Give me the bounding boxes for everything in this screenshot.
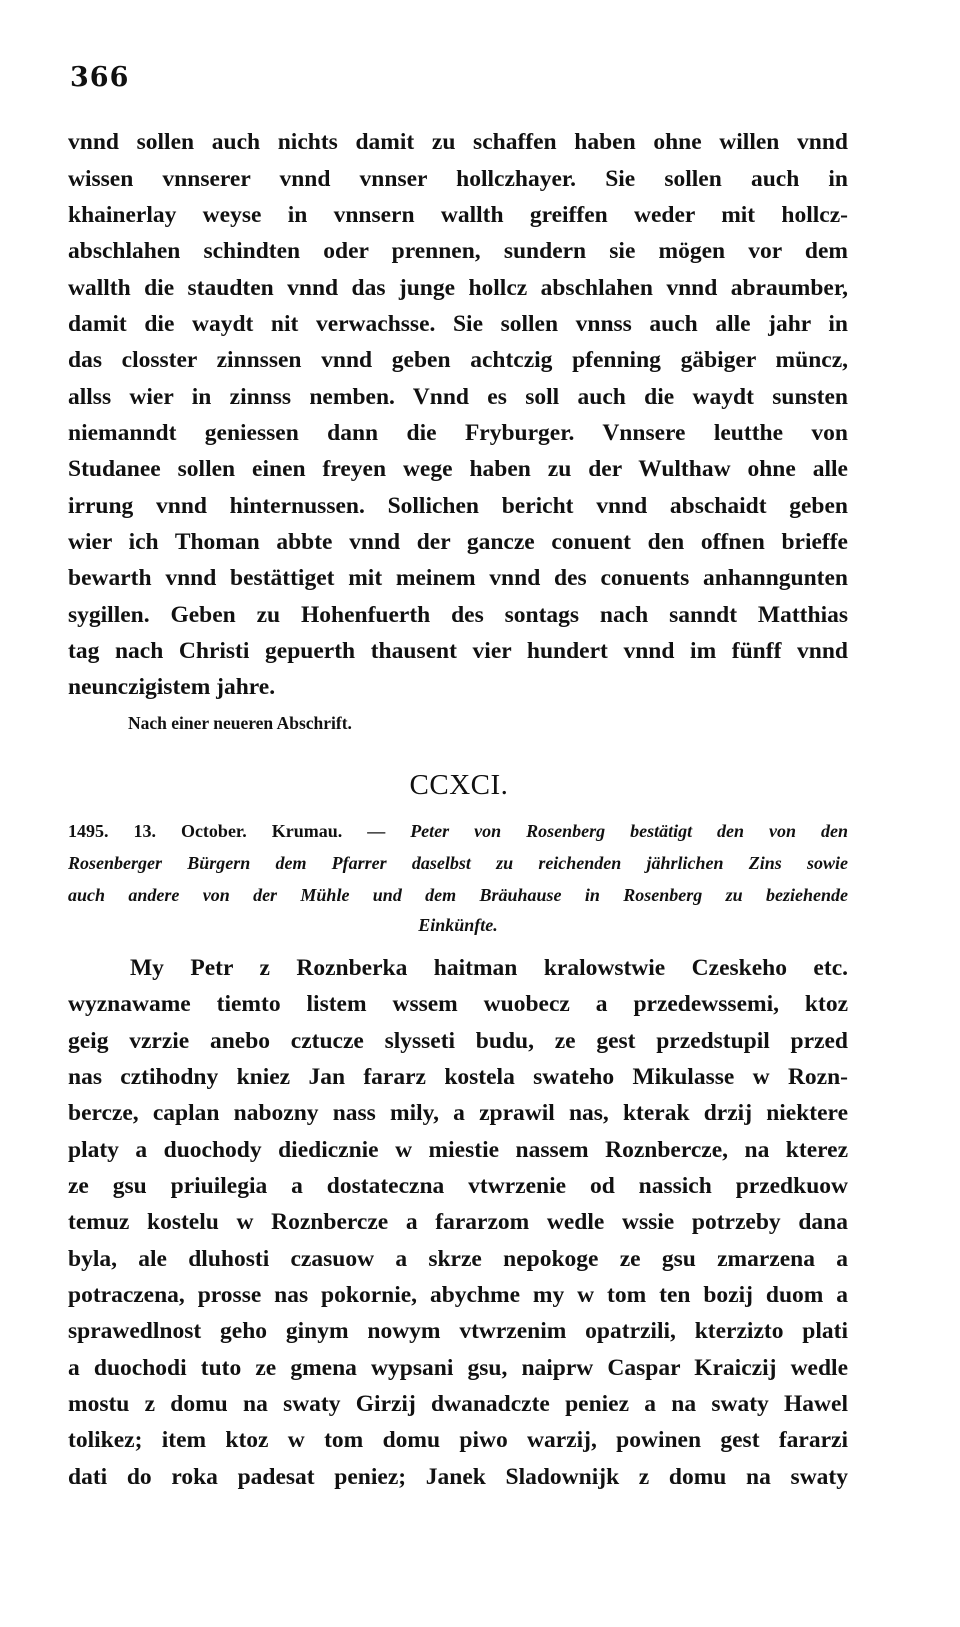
text-line: wissen vnnserer vnnd vnnser hollczhayer. Sie sollen auch in — [68, 166, 848, 192]
text-line: bercze, caplan nabozny nass mily, a zprawil nas, kterak drzij niektere — [68, 1100, 848, 1126]
text-line: wier ich Thoman abbte vnnd der gancze conuent den offnen brieffe — [68, 529, 848, 555]
text-line: allss wier in zinnss nemben. Vnnd es soll auch die waydt sunsten — [68, 384, 848, 410]
text-line: damit die waydt nit verwachsse. Sie sollen vnnss auch alle jahr in — [68, 311, 848, 337]
text-line: potraczena, prosse nas pokornie, abychme my w tom ten bozij duom a — [68, 1282, 848, 1308]
text-line: tolikez; item ktoz w tom domu piwo warzij, powinen gest fararzi — [68, 1427, 848, 1453]
text-line: My Petr z Roznberka haitman kralowstwie Czeskeho etc. — [130, 955, 848, 981]
text-line: neunczigistem jahre. — [68, 674, 276, 700]
text-line: mostu z domu na swaty Girzij dwanadczte peniez a na swaty Hawel — [68, 1391, 848, 1417]
text-line: vnnd sollen auch nichts damit zu schaffen haben ohne willen vnnd — [68, 129, 848, 155]
text-line: platy a duochody diedicznie w miestie nassem Roznbercze, na kterez — [68, 1137, 848, 1163]
document-number: CCXCI. — [409, 769, 509, 801]
source-note: Nach einer neueren Abschrift. — [128, 713, 352, 733]
text-line: sprawedlnost geho ginym nowym vtwrzenim opatrzili, kterzizto plati — [68, 1318, 848, 1344]
text-line: ze gsu priuilegia a dostateczna vtwrzenie od nassich przedkuow — [68, 1173, 848, 1199]
text-line: wyznawame tiemto listem wssem wuobecz a przedewssemi, ktoz — [68, 991, 848, 1017]
text-line: temuz kostelu w Roznbercze a fararzom wedle wssie potrzeby dana — [68, 1209, 848, 1235]
text-line: bewarth vnnd bestättiget mit meinem vnnd des conuents anhanngunten — [68, 565, 848, 591]
regest-line — [68, 815, 848, 847]
text-line: nas cztihodny kniez Jan fararz kostela swateho Mikulasse w Rozn- — [68, 1064, 848, 1090]
text-line: wallth die staudten vnnd das junge hollcz abschlahen vnnd abraumber, — [68, 275, 848, 301]
text-line: tag nach Christi gepuerth thausent vier hundert vnnd im fünff vnnd — [68, 638, 848, 664]
text-line: byla, ale dluhosti czasuow a skrze nepokoge ze gsu zmarzena a — [68, 1246, 848, 1272]
page-number: 366 — [70, 62, 130, 93]
regest-line: Rosenberger Bürgern dem Pfarrer daselbst zu reichenden jährlichen Zins sowie — [68, 853, 848, 873]
text-line: abschlahen schindten oder prennen, sundern sie mögen vor dem — [68, 238, 848, 264]
text-line: dati do roka padesat peniez; Janek Sladownijk z domu na swaty — [68, 1464, 848, 1490]
regest-date-place: 1495. 13. October. Krumau. — — [68, 821, 411, 841]
text-line: irrung vnnd hinternussen. Sollichen bericht vnnd abschaidt geben — [68, 493, 848, 519]
text-line: das closster zinnssen vnnd geben achtczig pfenning gäbiger müncz, — [68, 347, 848, 373]
text-line: a duochodi tuto ze gmena wypsani gsu, naiprw Caspar Kraiczij wedle — [68, 1355, 848, 1381]
text-line: geig vzrzie anebo cztucze slysseti budu, ze gest przedstupil przed — [68, 1028, 848, 1054]
text-line: sygillen. Geben zu Hohenfuerth des sontags nach sanndt Matthias — [68, 602, 848, 628]
text-line: niemanndt geniessen dann die Fryburger. Vnnsere leutthe von — [68, 420, 848, 446]
regest-line: Einkünfte. — [418, 915, 498, 935]
text-line: khainerlay weyse in vnnsern wallth greiffen weder mit hollcz- — [68, 202, 848, 228]
regest-line: auch andere von der Mühle und dem Bräuhause in Rosenberg zu beziehende — [68, 885, 848, 905]
text-line: Studanee sollen einen freyen wege haben zu der Wulthaw ohne alle — [68, 456, 848, 482]
regest-text: Peter von Rosenberg bestätigt den von den — [410, 821, 848, 841]
